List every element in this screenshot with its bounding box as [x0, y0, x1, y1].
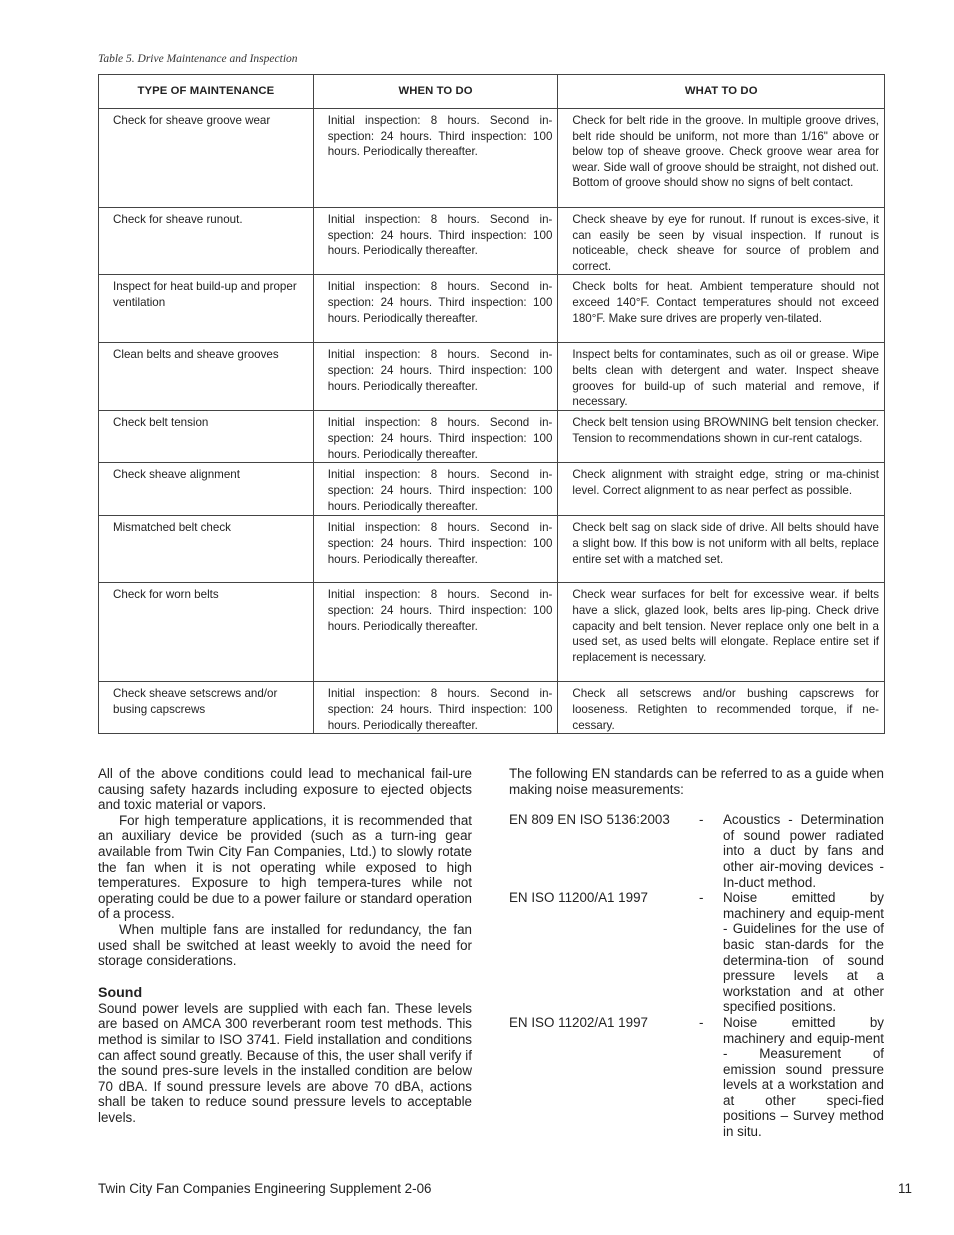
left-column: [98, 766, 472, 1125]
table-row: [99, 583, 885, 682]
when-to-do: Initial inspection: 8 hours. Second in-spection: 24 hours. Third inspection: 100 hours. Periodically thereafter.: [313, 343, 558, 411]
maintenance-type: Mismatched belt check: [99, 516, 314, 583]
maintenance-type: Check for sheave runout.: [99, 208, 314, 275]
standard-entry: [509, 1015, 884, 1140]
body-paragraph: Sound power levels are supplied with each fan. These levels are based on AMCA 300 reverberant room test methods. This method is similar to ISO 3741. Field installation and conditions can affect sound greatly. Because of this, the user shall verify if the sound pres-sure levels in the installed condition are below 70 dBA. If sound pressure levels are above 70 dBA, actions shall be taken to reduce sound pressure levels to acceptable levels.: [98, 1000, 472, 1125]
maintenance-type: Check sheave setscrews and/or busing capscrews: [99, 682, 314, 734]
when-to-do: Initial inspection: 8 hours. Second in-spection: 24 hours. Third inspection: 100 hours. Periodically thereafter.: [313, 109, 558, 208]
what-to-do: Check alignment with straight edge, string or ma-chinist level. Correct alignment to as near perfect as possible.: [558, 463, 885, 516]
standard-name: EN 809 EN ISO 5136:2003: [509, 812, 670, 828]
what-to-do: Check for belt ride in the groove. In multiple groove drives, belt ride should be uniform, not more than 1/16" above or below top of sheave groove. Check groove wear area for wear. Side wall of groove should be straight, not dished out. Bottom of groove should show no signs of belt contact.: [558, 109, 885, 208]
when-to-do: Initial inspection: 8 hours. Second in-spection: 24 hours. Third inspection: 100 hours. Periodically thereafter.: [313, 516, 558, 583]
table-row: [99, 463, 885, 516]
standard-dash: -: [699, 1014, 704, 1030]
maintenance-table: [98, 74, 885, 734]
when-to-do: Initial inspection: 8 hours. Second in-spection: 24 hours. Third inspection: 100 hours. Periodically thereafter.: [313, 583, 558, 682]
what-to-do: Inspect belts for contaminates, such as oil or grease. Wipe belts clean with detergent and water. Inspect sheave grooves for build-up of such material and remove, if necessary.: [558, 343, 885, 411]
maintenance-type: Clean belts and sheave grooves: [99, 343, 314, 411]
when-to-do: Initial inspection: 8 hours. Second in-spection: 24 hours. Third inspection: 100 hours. Periodically thereafter.: [313, 463, 558, 516]
body-paragraph: When multiple fans are installed for redundancy, the fan used shall be switched at least weekly to avoid the need for storage considerations.: [98, 921, 472, 969]
standard-entry: [509, 890, 884, 1015]
when-to-do: Initial inspection: 8 hours. Second in-spection: 24 hours. Third inspection: 100 hours. Periodically thereafter.: [313, 411, 558, 463]
table-row: [99, 411, 885, 463]
maintenance-type: Inspect for heat build-up and proper ventilation: [99, 275, 314, 343]
table-row: [99, 208, 885, 275]
what-to-do: Check wear surfaces for belt for excessive wear. if belts have a slick, glazed look, belts ares lip-ping. Check drive capacity and belt tension. Never replace only one belt in a used set, as used belts will elongate. Replace entire set if replacement is necessary.: [558, 583, 885, 682]
standard-description: Noise emitted by machinery and equip-ment - Measurement of emission sound pressure levels at a workstation and at other speci-fied positions – Survey method in situ.: [723, 1014, 884, 1140]
table-row: [99, 343, 885, 411]
maintenance-type: Check sheave alignment: [99, 463, 314, 516]
column-header-what: WHAT TO DO: [558, 75, 885, 109]
section-heading-sound: Sound: [98, 984, 143, 1001]
what-to-do: Check sheave by eye for runout. If runout is exces-sive, it can easily be seen by visual inspection. If runout is noticeable, check sheave for source of problem and correct.: [558, 208, 885, 275]
right-column: [509, 766, 884, 1140]
when-to-do: Initial inspection: 8 hours. Second in-spection: 24 hours. Third inspection: 100 hours. Periodically thereafter.: [313, 682, 558, 734]
when-to-do: Initial inspection: 8 hours. Second in-spection: 24 hours. Third inspection: 100 hours. Periodically thereafter.: [313, 275, 558, 343]
standards-intro: The following EN standards can be referred to as a guide when making noise measurements:: [509, 766, 884, 797]
maintenance-type: Check for worn belts: [99, 583, 314, 682]
standard-dash: -: [699, 890, 704, 906]
maintenance-type: Check belt tension: [99, 411, 314, 463]
what-to-do: Check belt tension using BROWNING belt tension checker. Tension to recommendations shown in cur-rent catalogs.: [558, 411, 885, 463]
table-row: [99, 109, 885, 208]
standard-description: Noise emitted by machinery and equip-ment - Guidelines for the use of basic stan-dards for the determina-tion of sound pressure levels at a workstation and at other specified positions.: [723, 890, 884, 1015]
table-row: [99, 682, 885, 734]
table-row: [99, 516, 885, 583]
when-to-do: Initial inspection: 8 hours. Second in-spection: 24 hours. Third inspection: 100 hours. Periodically thereafter.: [313, 208, 558, 275]
footer-title: Twin City Fan Companies Engineering Supplement 2-06: [98, 1181, 432, 1196]
table-header-row: [99, 75, 885, 109]
what-to-do: Check all setscrews and/or bushing capscrews for looseness. Retighten to recommended torque, if ne-cessary.: [558, 682, 885, 734]
page-number: 11: [898, 1181, 912, 1196]
standard-description: Acoustics - Determination of sound power radiated into a duct by fans and other air-moving devices - In-duct method.: [723, 812, 884, 890]
column-header-when: WHEN TO DO: [313, 75, 558, 109]
standard-dash: -: [699, 812, 704, 828]
body-paragraph: For high temperature applications, it is recommended that an auxiliary device be provided (such as a turn-ing gear available from Twin City Fan Companies, Ltd.) to slowly rotate the fan when it is not operating while exposed to high temperatures. Exposure to high tempera-tures while not operating could be due to a power failure or standard operation of a process.: [98, 812, 472, 922]
what-to-do: Check belt sag on slack side of drive. All belts should have a slight bow. If this bow is not uniform with all belts, replace entire set with a matched set.: [558, 516, 885, 583]
table-caption: Table 5. Drive Maintenance and Inspection: [98, 53, 298, 65]
what-to-do: Check bolts for heat. Ambient temperature should not exceed 140°F. Contact temperatures should not exceed 180°F. Make sure drives are properly ven-tilated.: [558, 275, 885, 343]
standard-name: EN ISO 11202/A1 1997: [509, 1014, 648, 1030]
body-paragraph: All of the above conditions could lead to mechanical fail-ure causing safety hazards including exposure to ejected objects and toxic material or vapors.: [98, 766, 472, 813]
column-header-type: TYPE OF MAINTENANCE: [99, 75, 314, 109]
standard-entry: [509, 812, 884, 890]
standard-name: EN ISO 11200/A1 1997: [509, 890, 648, 906]
maintenance-type: Check for sheave groove wear: [99, 109, 314, 208]
table-row: [99, 275, 885, 343]
